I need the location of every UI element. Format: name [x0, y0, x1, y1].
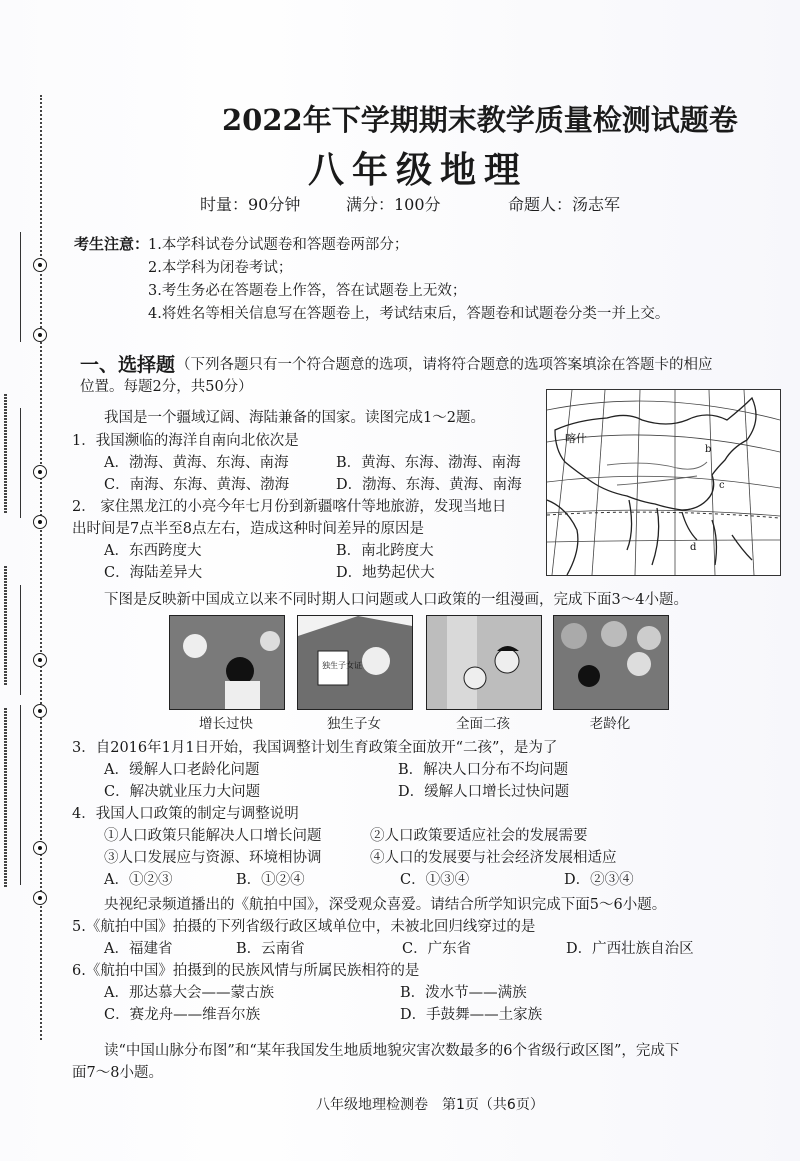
class-field-line [20, 408, 21, 518]
option: B．黄海、东海、渤海、南海 [336, 455, 521, 471]
section-desc: （下列各题只有一个符合题意的选项，请将符合题意的选项答案填涂在答题卡的相应 [176, 357, 713, 373]
binding-hole-icon [33, 328, 47, 342]
option: B．解决人口分布不均问题 [398, 762, 569, 778]
option: A．缓解人口老龄化问题 [104, 762, 260, 778]
option: B．泼水节——满族 [400, 985, 527, 1001]
notice-label: 考生注意： [74, 235, 150, 253]
cartoon-crowd-icon [170, 616, 284, 709]
option: A．东西跨度大 [104, 543, 202, 559]
statement: ②人口政策要适应社会的发展需要 [370, 828, 588, 844]
option: C．解决就业压力大问题 [104, 784, 261, 800]
svg-text:b: b [705, 444, 712, 455]
option: B．南北跨度大 [336, 543, 434, 559]
cartoon-elderly-icon [554, 616, 668, 709]
group-intro: 央视纪录频道播出的《航拍中国》，深受观众喜爱。请结合所学知识完成下面5～6小题。 [104, 897, 667, 913]
comic-two-child [426, 615, 542, 710]
question-stem: 2． 家住黑龙江的小亮今年七月份到新疆喀什等地旅游，发现当地日 [72, 499, 507, 515]
svg-text:c: c [719, 480, 725, 491]
binding-hole-icon [33, 515, 47, 529]
binding-hole-icon [33, 258, 47, 272]
school-field-line [20, 585, 21, 695]
exam-duration: 时量：90分钟 [200, 195, 301, 214]
option: C．海陆差异大 [104, 565, 203, 581]
exam-full-score: 满分：100分 [346, 195, 441, 214]
binding-hole-icon [33, 841, 47, 855]
statement: ④人口的发展要与社会经济发展相适应 [370, 850, 617, 866]
page-footer: 八年级地理检测卷 第1页（共6页） [316, 1097, 544, 1113]
id-field-line [20, 705, 21, 885]
comic-only-child [297, 615, 413, 710]
svg-text:喀什: 喀什 [565, 432, 587, 445]
option: D．渤海、东海、黄海、南海 [336, 477, 522, 493]
exam-subject: 八年级地理 [308, 150, 529, 191]
option: B．①②④ [236, 872, 305, 888]
wavy-divider [4, 707, 7, 887]
section-title: 一、选择题 [80, 354, 176, 376]
group-intro: 读“中国山脉分布图”和“某年我国发生地质地貌灾害次数最多的6个省级行政区图”，完成下 [104, 1043, 680, 1059]
notice-item: 3.考生务必在答题卷上作答，答在试题卷上无效； [148, 283, 467, 299]
option: A．那达慕大会——蒙古族 [104, 985, 274, 1001]
notice-item: 2.本学科为闭卷考试； [148, 260, 293, 276]
comic-caption: 全面二孩 [456, 716, 510, 732]
option: D．手鼓舞——土家族 [400, 1007, 543, 1023]
binding-hole-icon [33, 653, 47, 667]
option: A．福建省 [104, 941, 173, 957]
comic-rapid-growth [169, 615, 285, 710]
question-stem: 5.《航拍中国》拍摄的下列省级行政区域单位中，未被北回归线穿过的是 [72, 919, 536, 935]
svg-text:独生子女证: 独生子女证 [322, 661, 362, 670]
exam-title: 2022年下学期期末教学质量检测试题卷 [222, 103, 738, 137]
exam-author: 命题人：汤志军 [508, 195, 621, 214]
binding-hole-icon [33, 704, 47, 718]
option: C．①③④ [400, 872, 470, 888]
option: C．赛龙舟——维吾尔族 [104, 1007, 261, 1023]
option: D．缓解人口增长过快问题 [398, 784, 570, 800]
question-stem: 1．我国濒临的海洋自南向北依次是 [72, 433, 299, 449]
option: B．云南省 [236, 941, 305, 957]
binding-hole-icon [33, 465, 47, 479]
option: D．地势起伏大 [336, 565, 435, 581]
cartoon-family-icon [427, 616, 541, 709]
svg-text:d: d [690, 542, 697, 553]
comic-caption: 老龄化 [589, 716, 631, 732]
option: D．广西壮族自治区 [566, 941, 694, 957]
option: C．广东省 [402, 941, 472, 957]
question-stem: 6.《航拍中国》拍摄到的民族风情与所属民族相符的是 [72, 963, 420, 979]
statement: ③人口发展应与资源、环境相协调 [104, 850, 322, 866]
china-map [546, 389, 781, 576]
question-stem: 4．我国人口政策的制定与调整说明 [72, 806, 299, 822]
comic-caption: 增长过快 [199, 716, 253, 732]
binding-hole-icon [33, 891, 47, 905]
name-field-line [20, 232, 21, 342]
wavy-divider [4, 565, 7, 685]
question-stem: 3．自2016年1月1日开始，我国调整计划生育政策全面放开“二孩”，是为了 [72, 740, 558, 756]
wavy-divider [4, 393, 7, 513]
comic-aging [553, 615, 669, 710]
question-stem: 出时间是7点半至8点左右，造成这种时间差异的原因是 [72, 521, 424, 537]
group-intro: 我国是一个疆域辽阔、海陆兼备的国家。读图完成1～2题。 [104, 410, 485, 426]
option: A．①②③ [104, 872, 173, 888]
option: D．②③④ [564, 872, 634, 888]
cartoon-mother-baby-icon [298, 616, 412, 709]
group-intro: 下图是反映新中国成立以来不同时期人口问题或人口政策的一组漫画，完成下面3～4小题。 [104, 592, 688, 608]
group-intro: 面7～8小题。 [72, 1065, 163, 1081]
option: A．渤海、黄海、东海、南海 [104, 455, 289, 471]
notice-item: 1.本学科试卷分试题卷和答题卷两部分； [148, 237, 409, 253]
map-outline-icon [547, 390, 780, 575]
notice-item: 4.将姓名等相关信息写在答题卷上，考试结束后，答题卷和试题卷分类一并上交。 [148, 306, 670, 322]
comic-caption: 独生子女 [327, 716, 381, 732]
option: C．南海、东海、黄海、渤海 [104, 477, 290, 493]
statement: ①人口政策只能解决人口增长问题 [104, 828, 322, 844]
section-desc: 位置。每题2分，共50分） [80, 379, 253, 395]
